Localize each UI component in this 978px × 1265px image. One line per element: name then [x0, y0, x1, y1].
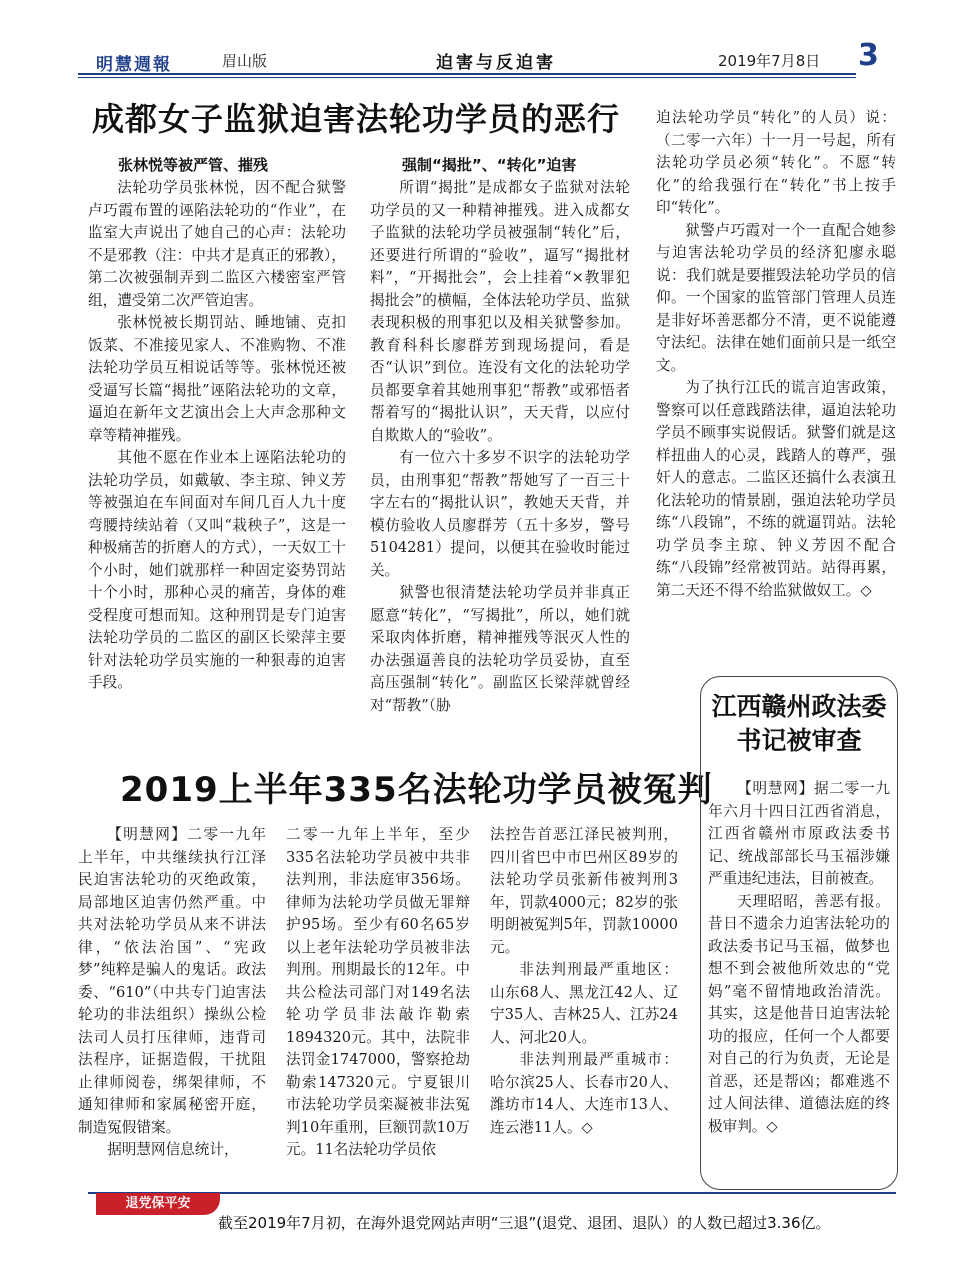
paragraph: 非法判刑最严重城市：哈尔滨25人、长春市20人、潍坊市14人、大连市13人、连云港11人。◇ [490, 1051, 678, 1136]
edition-label: 眉山版 [222, 52, 268, 70]
article1-column-1 [88, 177, 346, 695]
paragraph: 二零一九年上半年，至少335名法轮功学员被中共非法判刑，非法庭审356场。律师为法轮功学员做无罪辩护95场。至少有60名65岁以上老年法轮功学员被非法判刑。刑期最长的12年。中共公检法司部门对149名法轮功学员非法敲诈勒索1894320元。其中，法院非法罚金1747000，警察抢劫勒索147320元。宁夏银川市法轮功学员栾凝被非法冤判10年重刑，巨额罚款10万元。11名法轮功学员依 [286, 826, 470, 1158]
page-number: 3 [858, 38, 879, 73]
article3-headline-line2: 书记被审查 [736, 726, 862, 755]
paragraph: 为了执行江氏的谎言迫害政策，警察可以任意践踏法律，逼迫法轮功学员不顾事实说假话。狱警们就是这样扭曲人的心灵，践踏人的尊严，强奸人的意志。二监区还搞什么表演丑化法轮功的情景剧，强迫法轮功学员练“八段锦”，不练的就逼罚站。法轮功学员李主琼、钟义芳因不配合练“八段锦”经常被罚站。站得再累，第二天还不得不给监狱做奴工。◇ [656, 379, 896, 599]
paragraph: 天理昭昭，善恶有报。昔日不遗余力迫害法轮功的政法委书记马玉福，做梦也想不到会被他所效忠的“党妈”毫不留情地政治清洗。其实，这是他昔日迫害法轮功的报应，任何一个人都要对自己的行为负责，无论是首恶，还是帮凶；都难逃不过人间法律、道德法庭的终极审判。◇ [708, 892, 890, 1135]
paragraph: 【明慧网】据二零一九年六月十四日江西省消息，江西省赣州市原政法委书记、统战部部长马玉福涉嫌严重违纪违法，目前被查。 [708, 780, 890, 887]
footer-badge: 退党保平安 [96, 1193, 220, 1215]
paragraph: 非法判刑最严重地区：山东68人、黑龙江42人、辽宁35人、吉林25人、江苏24人、河北20人。 [490, 961, 678, 1046]
article2-column-2 [286, 824, 470, 1162]
paragraph: 其他不愿在作业本上诬陷法轮功的法轮功学员，如戴敏、李主琼、钟义芳等被强迫在车间面对车间几百人九十度弯腰持续站着（又叫“栽秧子”，这是一种极痛苦的折磨人的方式），一天奴工十个小时，她们就那样一种固定姿势罚站十个小时，那种心灵的痛苦，身体的难受程度可想而知。这种刑罚是专门迫害法轮功学员的二监区的副区长梁萍主要针对法轮功学员实施的一种狠毒的迫害手段。 [88, 449, 346, 691]
paragraph: 狱警也很清楚法轮功学员并非真正愿意“转化”，“写揭批”，所以，她们就采取肉体折磨，精神摧残等泯灭人性的办法强逼善良的法轮功学员妥协，直至高压强制“转化”。副监区长梁萍就曾经对“帮教”（胁 [370, 584, 630, 714]
paragraph: 【明慧网】二零一九年上半年，中共继续执行江泽民迫害法轮功的灭绝政策，局部地区迫害仍然严重。中共对法轮功学员从来不讲法律，“依法治国”、“宪政梦”纯粹是骗人的鬼话。政法委、“610”（中共专门迫害法轮功的非法组织）操纵公检法司人员打压律师，违背司法程序，证据造假，干扰阻止律师阅卷，绑架律师，不通知律师和家属秘密开庭，制造冤假错案。 [78, 826, 266, 1136]
article1-subheading-2: 强制“揭批”、“转化”迫害 [402, 156, 577, 174]
paragraph: 法轮功学员张林悦，因不配合狱警卢巧霞布置的诬陷法轮功的“作业”，在监室大声说出了她自己的心声：法轮功不是邪教（注：中共才是真正的邪教），第二次被强制弄到二监区六楼密室严管组，遭受第二次严管迫害。 [88, 179, 346, 309]
article1-headline: 成都女子监狱迫害法轮功学员的恶行 [92, 100, 621, 138]
article2-headline: 2019上半年335名法轮功学员被冤判 [120, 770, 713, 810]
article3-body [708, 778, 890, 1138]
masthead: 明慧週報 [96, 55, 172, 75]
footer-notice: 截至2019年7月初，在海外退党网站声明“三退”(退党、退团、退队）的人数已超过3.36亿。 [218, 1214, 831, 1232]
header-rule [78, 73, 856, 75]
section-title: 迫害与反迫害 [436, 53, 556, 73]
paragraph: 据明慧网信息统计， [107, 1141, 239, 1158]
paragraph: 张林悦被长期罚站、睡地铺、克扣饭菜、不准接见家人、不准购物、不准法轮功学员互相说话等等。张林悦还被受逼写长篇“揭批”诬陷法轮功的文章，逼迫在新年文艺演出会上大声念那种文章等精神摧残。 [88, 314, 346, 444]
paragraph: 迫法轮功学员“转化”的人员）说：（二零一六年）十一月一号起，所有法轮功学员必须“转化”。不愿“转化”的给我强行在“转化”书上按手印“转化”。 [656, 109, 896, 216]
article3-headline [708, 690, 890, 758]
paragraph: 所谓“揭批”是成都女子监狱对法轮功学员的又一种精神摧残。进入成都女子监狱的法轮功学员被强制“转化”后，还要进行所谓的“验收”，逼写“揭批材料”，“开揭批会”，会上挂着“×教罪犯揭批会”的横幅，全体法轮功学员、监狱表现积极的刑事犯以及相关狱警参加。教育科科长廖群芳到现场提问，看是否“认识”到位。连没有文化的法轮功学员都要拿着其她刑事犯“帮教”或邪悟者帮着写的“揭批认识”，天天背，以应付自欺欺人的“验收”。 [370, 179, 630, 444]
article2-column-1 [78, 824, 266, 1162]
article1-column-2 [370, 177, 630, 717]
paragraph: 狱警卢巧霞对一个一直配合她参与迫害法轮功学员的经济犯廖永聪说：我们就是要摧毁法轮功学员的信仰。一个国家的监管部门管理人员连是非好坏善恶都分不清，更不说能遵守法纪。法律在她们面前只是一纸空文。 [656, 221, 896, 374]
paragraph: 法控告首恶江泽民被判刑，四川省巴中市巴州区89岁的法轮功学员张新伟被判刑3年，罚款4000元；82岁的张明朗被冤判5年，罚款10000元。 [490, 826, 678, 956]
header-rule-thin [78, 77, 856, 78]
article1-subheading-1: 张林悦等被严管、摧残 [118, 156, 269, 174]
article1-column-3 [656, 107, 896, 602]
issue-date: 2019年7月8日 [718, 52, 821, 70]
article3-headline-line1: 江西赣州政法委 [711, 692, 887, 721]
article2-column-3 [490, 824, 678, 1139]
paragraph: 有一位六十多岁不识字的法轮功学员，由刑事犯“帮教”帮她写了一百三十字左右的“揭批认识”，教她天天背，并模仿验收人员廖群芳（五十多岁，警号5104281）提问，以便其在验收时能过关。 [370, 449, 630, 579]
